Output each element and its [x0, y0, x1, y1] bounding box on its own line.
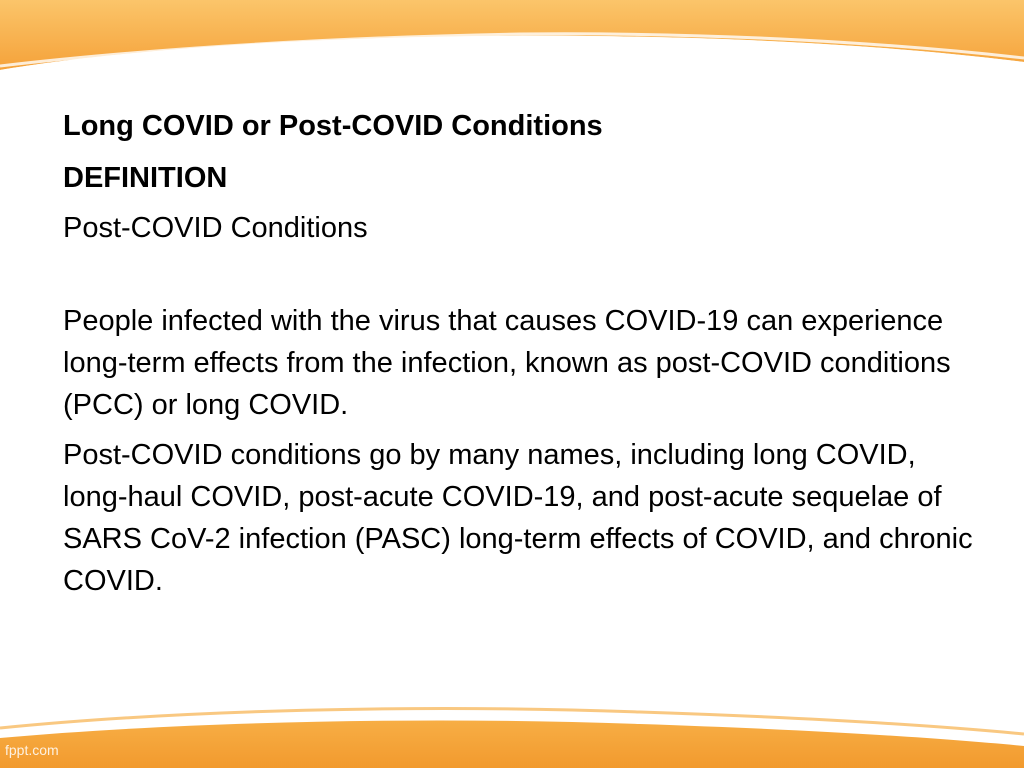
definition-label: DEFINITION [63, 162, 228, 194]
slide-subtitle: Post-COVID Conditions [63, 212, 368, 244]
paragraph-pcc-names: Post-COVID conditions go by many names, including long COVID, long-haul COVID, post-acute COVID-19, and post-acute sequelae of SARS CoV-2 infection (PASC) long-term effects of COVID, and chronic COVID. [63, 439, 973, 597]
slide-content [63, 108, 983, 610]
paragraph-pcc-definition: People infected with the virus that causes COVID-19 can experience long-term effects from the infection, known as post-COVID conditions (PCC) or long COVID. [63, 305, 951, 421]
slide-title: Long COVID or Post-COVID Conditions [63, 110, 603, 142]
watermark: fppt.com [5, 742, 59, 758]
